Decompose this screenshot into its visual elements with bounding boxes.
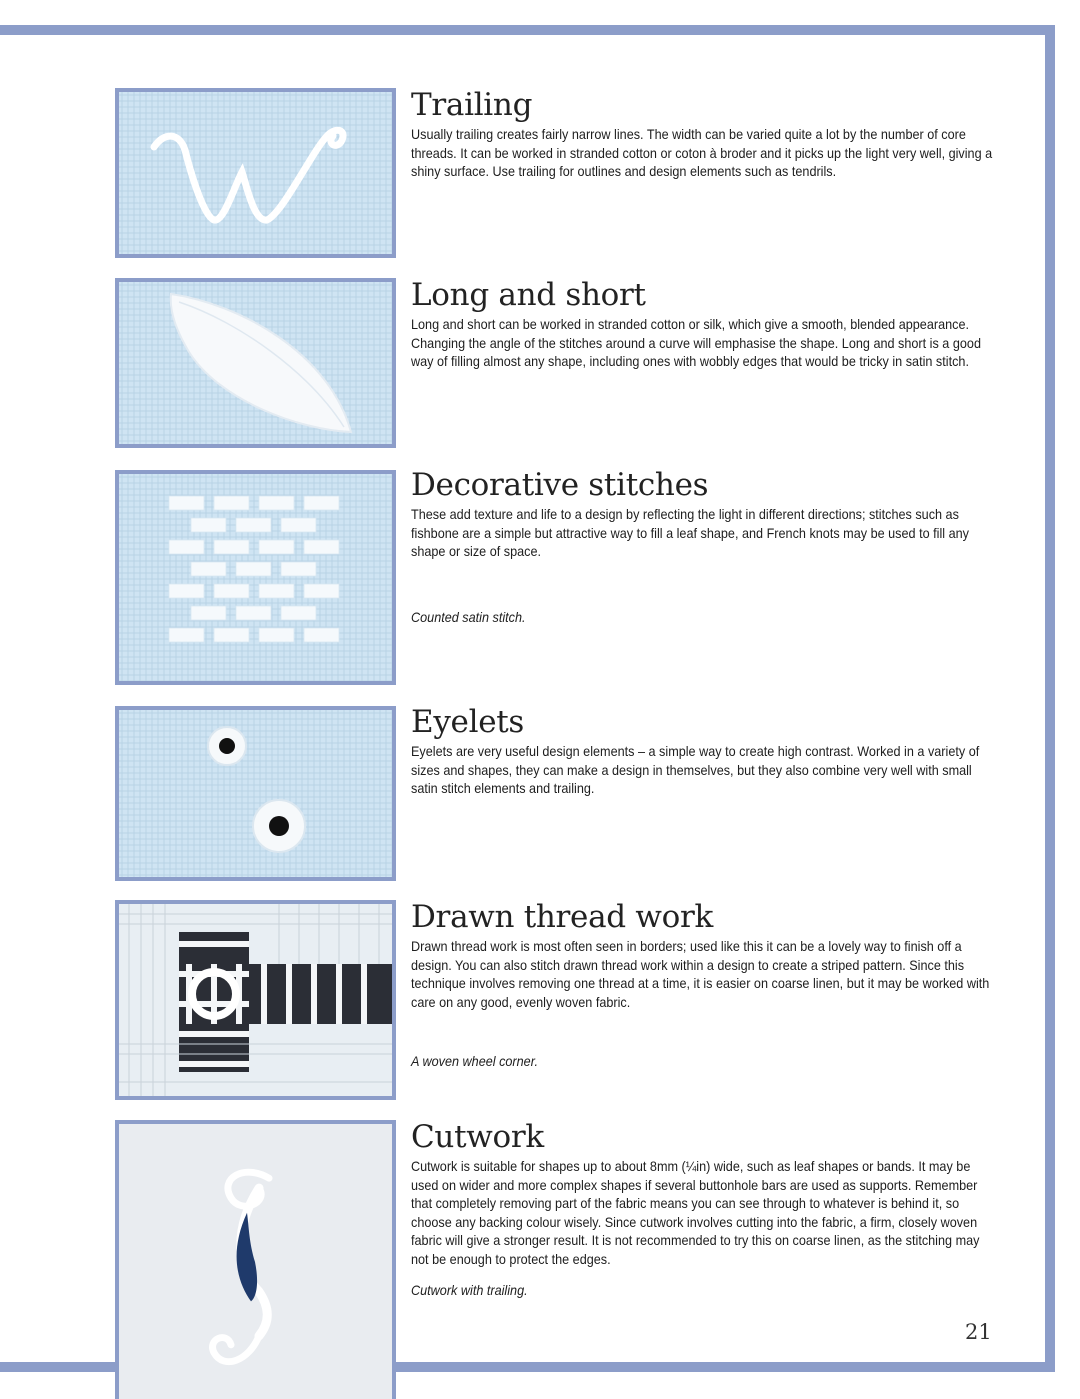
section-long-and-short [411, 278, 996, 372]
section-body: Long and short can be worked in stranded cotton or silk, which give a smooth, blended appearance. Changing the angle of the stitches around a curve will emphasise the shape. Long and short is a good way of filling almost any shape, including ones with wobbly edges that would be tricky in satin stitch. [411, 317, 981, 370]
section-body: Usually trailing creates fairly narrow lines. The width can be varied quite a lot by the number of core threads. It can be worked in stranded cotton or coton à broder and it picks up the light very well, giving a shiny surface. Use trailing for outlines and design elements such as tendrils. [411, 127, 993, 180]
page-frame-top [0, 25, 1055, 35]
section-body: Drawn thread work is most often seen in borders; used like this it can be a lovely way to finish off a design. You can also stitch drawn thread work within a design to create a striped pattern. Since this technique involves removing one thread at a time, it is easier on coarse linen, but it may be worked with care on any good, evenly woven fabric. [411, 939, 990, 1010]
photo-caption: A woven wheel corner. [411, 1054, 538, 1069]
trailing-photo [115, 88, 396, 258]
eyelets-photo [115, 706, 396, 881]
section-decorative-stitches [411, 468, 996, 562]
section-title: Cutwork [411, 1119, 544, 1155]
section-title: Drawn thread work [411, 899, 713, 935]
section-cutwork [411, 1120, 996, 1270]
section-body: Cutwork is suitable for shapes up to about 8mm (¼in) wide, such as leaf shapes or bands. It may be used on wider and more complex shapes if several buttonhole bars are used as supports. Remember that completely removing part of the fabric means you can see through to whatever is behind it, so choose any backing colour wisely. Since cutwork involves cutting into the fabric, a firm, closely woven fabric will give a stronger result. It is not recommended to try this on coarse linen, as the stitching may not be enough to protect the edges. [411, 1159, 980, 1267]
section-trailing [411, 88, 996, 182]
photo-caption: Cutwork with trailing. [411, 1283, 528, 1298]
section-drawn-thread-work [411, 900, 996, 1012]
section-eyelets [411, 705, 996, 799]
section-body: These add texture and life to a design by reflecting the light in different directions; stitches such as fishbone are a simple but attractive way to fill a leaf shape, and French knots may be used to fill any shape or size of space. [411, 507, 969, 560]
section-title: Long and short [411, 277, 646, 313]
cutwork-photo [115, 1120, 396, 1399]
section-title: Trailing [411, 87, 533, 123]
decorative-stitches-photo [115, 470, 396, 685]
long-and-short-photo [115, 278, 396, 448]
drawn-thread-work-photo [115, 900, 396, 1100]
page-frame-right [1045, 25, 1055, 1372]
section-title: Eyelets [411, 704, 525, 740]
photo-caption: Counted satin stitch. [411, 610, 526, 625]
section-body: Eyelets are very useful design elements – a simple way to create high contrast. Worked in a variety of sizes and shapes, they can make a design in themselves, but they also combine very well with small satin stitch elements and trailing. [411, 744, 980, 797]
section-title: Decorative stitches [411, 467, 709, 503]
page-number: 21 [965, 1320, 992, 1344]
